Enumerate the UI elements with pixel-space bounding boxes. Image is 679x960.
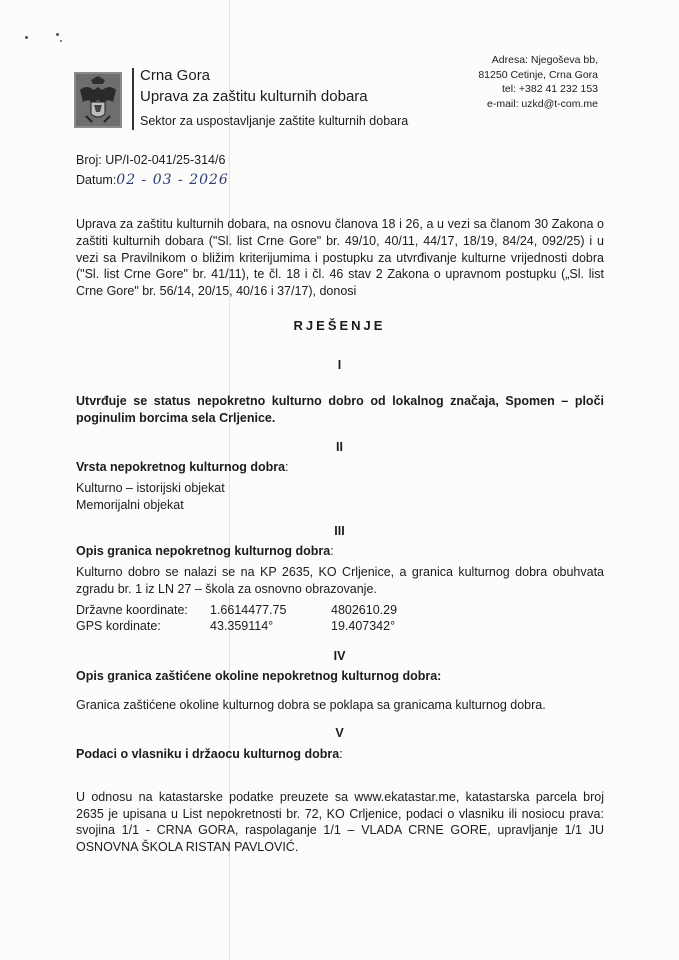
section-1-text: Utvrđuje se status nepokretno kulturno dobro od lokalnog značaja, Spomen – ploči poginulim borcima sela Crljenice. <box>76 394 604 425</box>
section-2-heading: Vrsta nepokretnog kulturnog dobra: <box>76 460 289 474</box>
section-3-heading: Opis granica nepokretnog kulturnog dobra: <box>76 544 334 558</box>
section-numeral-1: I <box>337 358 342 372</box>
broj-value: UP/I-02-041/25-314/6 <box>105 153 226 167</box>
coord-value: 19.407342° <box>331 619 396 633</box>
coord-value: 1.6614477.75 <box>210 603 287 617</box>
datum-label: Datum: <box>76 173 117 187</box>
intro-paragraph: Uprava za zaštitu kulturnih dobara, na osnovu članova 18 i 26, a u vezi sa članom 30 Zakona o zaštiti kulturnih dobara ("Sl. list Crne Gore" br. 49/10, 40/11, 44/17, 18/19, 84/24, 092/25) i u vezi sa Pravilnikom o bližim kriterijumima i postupku za utvrđivanje kulturne vrijednosti dobra ("Sl. list Crne Gore" br. 41/11), te čl. 18 i čl. 46 stav 2 Zakona o upravnom postupku („Sl. list Crne Gore" br. 56/14, 20/15, 40/16 i 37/17), donosi <box>76 217 604 299</box>
section-3-text: Kulturno dobro se nalazi se na KP 2635, KO Crljenice, a granica kulturnog dobra obuhvata zgradu br. 1 iz LN 27 – škola za osnovno obrazovanje. <box>76 565 604 596</box>
section-2-line: Kulturno – istorijski objekat <box>76 481 225 495</box>
datum-value: 02 - 03 - 2026 <box>116 172 229 188</box>
country-name: Crna Gora <box>140 67 211 84</box>
coat-of-arms-icon <box>74 72 122 128</box>
address-line: Adresa: Njegoševa bb, <box>491 54 598 66</box>
coord-label: GPS kordinate: <box>76 619 161 633</box>
agency-name: Uprava za zaštitu kulturnih dobara <box>140 88 368 105</box>
section-2-body <box>76 480 604 513</box>
section-5-heading: Podaci o vlasniku i držaocu kulturnog dobra: <box>76 747 343 761</box>
reference-block <box>76 150 229 190</box>
section-numeral-4: IV <box>333 649 346 663</box>
coord-value: 43.359114° <box>210 619 274 633</box>
address-city: 81250 Cetinje, Crna Gora <box>478 68 598 81</box>
scan-speck <box>25 36 28 39</box>
section-4-heading: Opis granica zaštićene okoline nepokretnog kulturnog dobra: <box>76 669 442 683</box>
header-divider <box>132 68 134 130</box>
address-phone: tel: +382 41 232 153 <box>501 83 598 95</box>
section-2-line: Memorijalni objekat <box>76 497 184 512</box>
coord-label: Državne koordinate: <box>76 603 188 617</box>
section-5-text: U odnosu na katastarske podatke preuzete sa www.ekatastar.me, katastarska parcela broj 2635 je upisana u List nepokretnosti br. 72, KO Crljenice, podaci o vlasniku ili nosiocu prava: svojina 1/1 - CRNA GORA, raspolaganje 1/1 – VLADA CRNE GORE, upravljanje 1/1 JU OSNOVNA ŠKOLA RISTAN PAVLOVIĆ. <box>76 790 604 854</box>
broj-label: Broj: <box>76 153 102 167</box>
scan-speck <box>60 40 62 42</box>
scan-speck <box>56 33 59 36</box>
section-4-text: Granica zaštićene okoline kulturnog dobra se poklapa sa granicama kulturnog dobra. <box>76 698 546 712</box>
section-numeral-5: V <box>335 726 344 740</box>
section-numeral-3: III <box>334 524 345 538</box>
section-numeral-2: II <box>336 440 343 454</box>
letterhead <box>140 66 408 130</box>
address-block <box>478 53 598 111</box>
address-email: e-mail: uzkd@t-com.me <box>486 97 598 110</box>
sector-name: Sektor za uspostavljanje zaštite kulturnih dobara <box>140 114 409 128</box>
document-title: RJEŠENJE <box>293 318 386 333</box>
coord-value: 4802610.29 <box>331 603 398 617</box>
